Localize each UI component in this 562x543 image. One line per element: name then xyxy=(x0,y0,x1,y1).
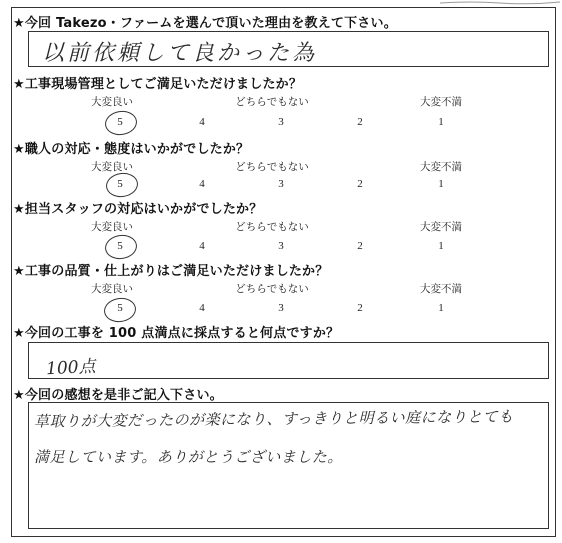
answer-comments-line-2: 満足しています。ありがとうございました。 xyxy=(34,448,343,466)
question-site-management: ★工事現場管理としてご満足いただけましたか？ xyxy=(13,77,303,92)
answer-score-text: 100点 xyxy=(45,356,97,380)
rating-option-4[interactable]: 4 xyxy=(199,116,205,128)
scale-label-high: 大変良い xyxy=(91,96,133,108)
scale-label-high: 大変良い xyxy=(91,283,133,295)
question-craftsmen: ★職人の対応・態度はいかがでしたか？ xyxy=(13,142,250,157)
rating-option-1[interactable]: 1 xyxy=(438,116,444,128)
scale-label-low: 大変不満 xyxy=(420,221,462,233)
rating-option-5[interactable]: 5 xyxy=(117,240,123,252)
rating-option-5[interactable]: 5 xyxy=(117,178,123,190)
rating-option-2[interactable]: 2 xyxy=(357,178,363,190)
rating-option-1[interactable]: 1 xyxy=(438,240,444,252)
question-comments: ★今回の感想を是非ご記入下さい。 xyxy=(13,388,223,403)
rating-option-3[interactable]: 3 xyxy=(278,116,284,128)
scale-label-mid: どちらでもない xyxy=(235,96,309,108)
rating-option-4[interactable]: 4 xyxy=(199,302,205,314)
rating-option-3[interactable]: 3 xyxy=(278,302,284,314)
answer-box-score[interactable] xyxy=(28,342,549,379)
scale-label-low: 大変不満 xyxy=(420,96,462,108)
rating-option-2[interactable]: 2 xyxy=(357,116,363,128)
answer-reason-text: 以前依頼して良かった為 xyxy=(42,41,318,66)
scale-label-mid: どちらでもない xyxy=(235,221,309,233)
scan-edge-mark xyxy=(440,0,560,5)
scale-label-high: 大変良い xyxy=(91,221,133,233)
scale-label-low: 大変不満 xyxy=(420,161,462,173)
scale-label-high: 大変良い xyxy=(91,161,133,173)
scale-label-mid: どちらでもない xyxy=(235,283,309,295)
scale-label-mid: どちらでもない xyxy=(235,161,309,173)
rating-option-3[interactable]: 3 xyxy=(278,178,284,190)
answer-comments-line-1: 草取りが大変だったのが楽になり、すっきりと明るい庭になりとても xyxy=(33,407,514,431)
rating-option-1[interactable]: 1 xyxy=(438,178,444,190)
rating-option-3[interactable]: 3 xyxy=(278,240,284,252)
question-staff: ★担当スタッフの対応はいかがでしたか？ xyxy=(13,202,263,217)
rating-option-4[interactable]: 4 xyxy=(199,178,205,190)
rating-option-2[interactable]: 2 xyxy=(357,240,363,252)
scale-label-low: 大変不満 xyxy=(420,283,462,295)
rating-option-5[interactable]: 5 xyxy=(117,302,123,314)
rating-option-4[interactable]: 4 xyxy=(199,240,205,252)
question-score: ★今回の工事を 100 点満点に採点すると何点ですか？ xyxy=(13,326,340,341)
rating-option-2[interactable]: 2 xyxy=(357,302,363,314)
rating-option-1[interactable]: 1 xyxy=(438,302,444,314)
question-reason: ★今回 Takezo・ファームを選んで頂いた理由を教えて下さい。 xyxy=(13,16,397,31)
question-quality: ★工事の品質・仕上がりはご満足いただけましたか？ xyxy=(13,264,329,279)
rating-option-5[interactable]: 5 xyxy=(117,116,123,128)
